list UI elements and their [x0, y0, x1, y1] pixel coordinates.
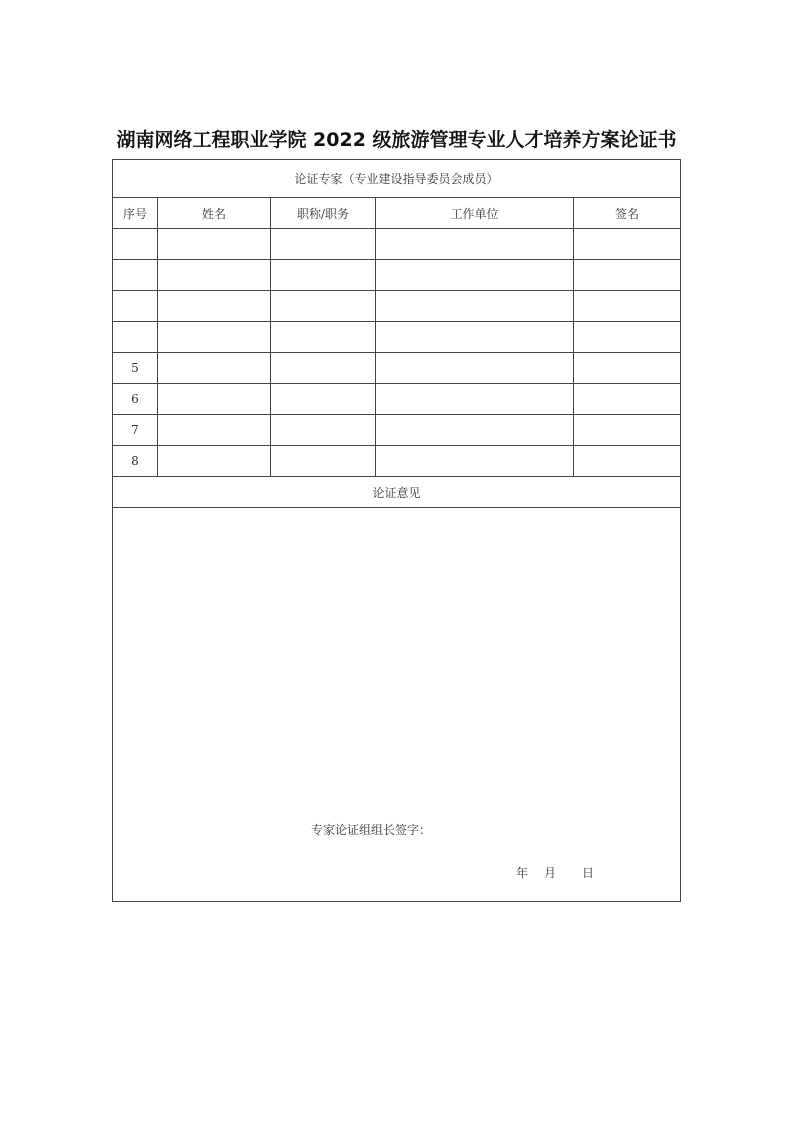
table-row	[113, 260, 681, 291]
name-cell[interactable]	[158, 353, 271, 384]
title-cell[interactable]	[271, 384, 376, 415]
row-number-cell	[113, 229, 158, 260]
row-number-cell: 7	[113, 415, 158, 446]
row-number-cell: 5	[113, 353, 158, 384]
signature-cell[interactable]	[574, 446, 681, 477]
document-title: 湖南网络工程职业学院 2022 级旅游管理专业人才培养方案论证书	[116, 129, 677, 151]
title-cell[interactable]	[271, 446, 376, 477]
row-number-cell	[113, 322, 158, 353]
row-number-cell: 8	[113, 446, 158, 477]
leader-signature-label: 专家论证组组长签字：	[311, 823, 432, 837]
table-row	[113, 384, 681, 415]
table-row	[113, 446, 681, 477]
title-cell[interactable]	[271, 415, 376, 446]
name-cell[interactable]	[158, 446, 271, 477]
date-line	[516, 864, 594, 881]
title-cell[interactable]	[271, 322, 376, 353]
row-number-cell	[113, 260, 158, 291]
employer-cell[interactable]	[376, 446, 574, 477]
column-header-number: 序号	[113, 198, 158, 229]
column-header-employer: 工作单位	[376, 198, 574, 229]
experts-section-heading: 论证专家（专业建设指导委员会成员）	[113, 160, 681, 198]
table-row	[113, 229, 681, 260]
date-day-label: 日	[582, 866, 595, 880]
signature-cell[interactable]	[574, 384, 681, 415]
name-cell[interactable]	[158, 260, 271, 291]
column-header-signature: 签名	[574, 198, 681, 229]
employer-cell[interactable]	[376, 384, 574, 415]
column-header-name: 姓名	[158, 198, 271, 229]
employer-cell[interactable]	[376, 260, 574, 291]
name-cell[interactable]	[158, 291, 271, 322]
name-cell[interactable]	[158, 384, 271, 415]
opinion-box	[113, 508, 680, 901]
table-row	[113, 322, 681, 353]
name-cell[interactable]	[158, 229, 271, 260]
row-number-cell: 6	[113, 384, 158, 415]
signature-cell[interactable]	[574, 229, 681, 260]
experts-section-header	[113, 160, 681, 198]
appraisal-form-table	[112, 159, 681, 902]
employer-cell[interactable]	[376, 415, 574, 446]
title-cell[interactable]	[271, 353, 376, 384]
signature-cell[interactable]	[574, 353, 681, 384]
table-row	[113, 291, 681, 322]
row-number-cell	[113, 291, 158, 322]
name-cell[interactable]	[158, 415, 271, 446]
signature-cell[interactable]	[574, 291, 681, 322]
opinion-cell[interactable]	[113, 508, 681, 902]
title-cell[interactable]	[271, 291, 376, 322]
employer-cell[interactable]	[376, 291, 574, 322]
name-cell[interactable]	[158, 322, 271, 353]
title-cell[interactable]	[271, 260, 376, 291]
table-row	[113, 353, 681, 384]
date-year-label: 年	[516, 866, 529, 880]
column-header-title: 职称/职务	[271, 198, 376, 229]
employer-cell[interactable]	[376, 229, 574, 260]
opinion-row	[113, 508, 681, 902]
signature-cell[interactable]	[574, 415, 681, 446]
signature-cell[interactable]	[574, 322, 681, 353]
opinion-section-header	[113, 477, 681, 508]
employer-cell[interactable]	[376, 322, 574, 353]
signature-cell[interactable]	[574, 260, 681, 291]
table-header-row	[113, 198, 681, 229]
date-month-label: 月	[544, 866, 557, 880]
employer-cell[interactable]	[376, 353, 574, 384]
table-row	[113, 415, 681, 446]
title-cell[interactable]	[271, 229, 376, 260]
opinion-section-heading: 论证意见	[113, 477, 681, 508]
